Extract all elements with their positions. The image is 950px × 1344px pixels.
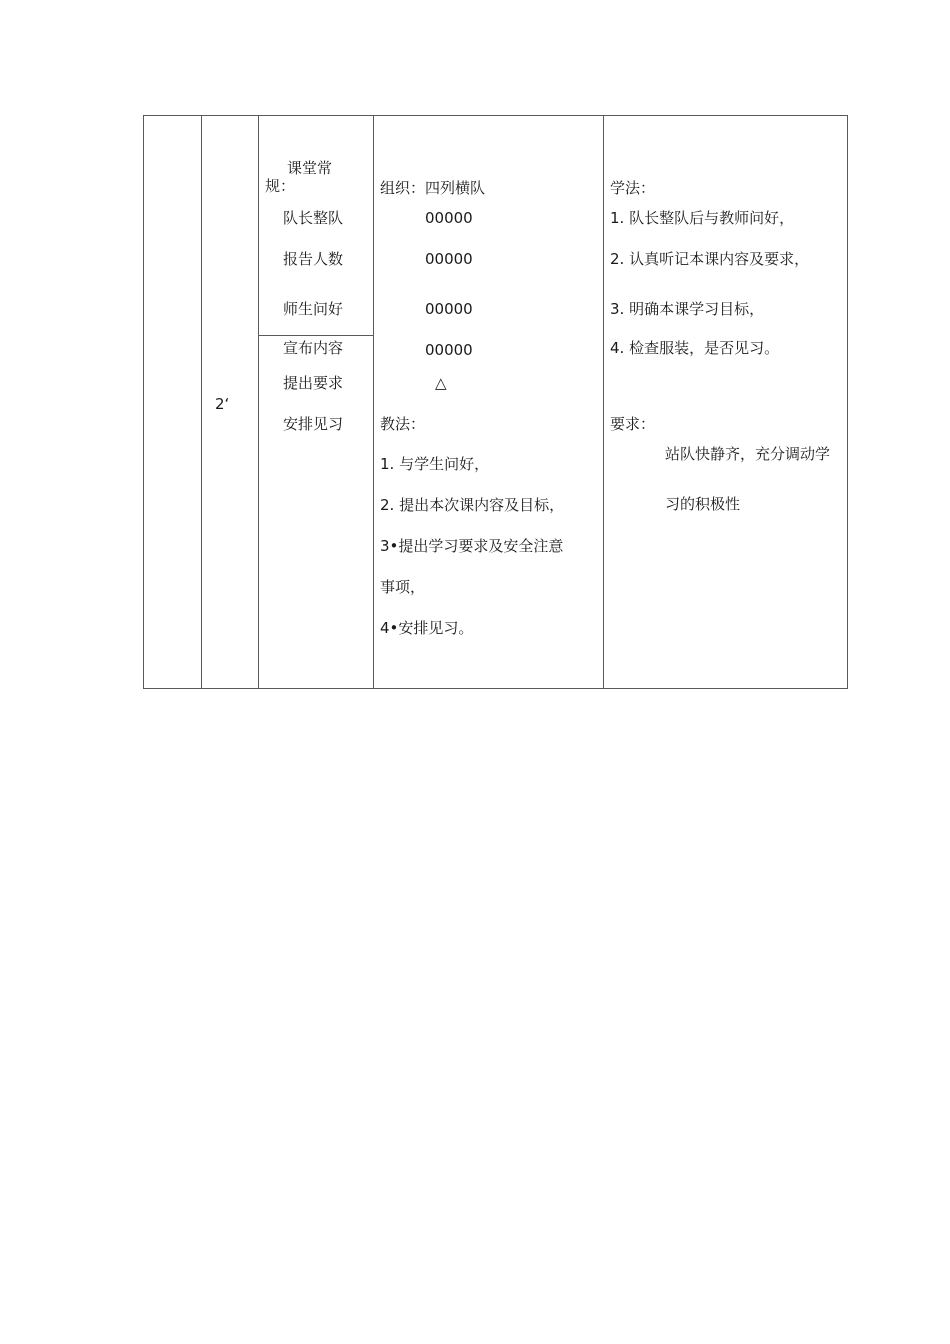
teaching-item: 4•安排见习。 [380, 619, 474, 637]
requirement-line: 习的积极性 [665, 495, 741, 513]
teaching-item: 事项， [380, 578, 426, 596]
formation-row: 00000 [425, 209, 473, 227]
learning-item: 4. 检查服装，是否见习。 [610, 339, 780, 357]
requirement-label: 要求： [610, 415, 656, 433]
routine-item: 安排见习 [283, 415, 344, 433]
formation-row: 00000 [425, 250, 473, 268]
teaching-item: 3•提出学习要求及安全注意 [380, 537, 564, 555]
lesson-plan-table [143, 115, 848, 689]
routine-item: 师生问好 [283, 300, 344, 318]
column-divider [201, 116, 202, 688]
column-divider [258, 116, 259, 688]
organization-label: 组织：四列横队 [380, 179, 486, 197]
learning-item: 1. 队长整队后与教师问好， [610, 209, 795, 227]
formation-row: 00000 [425, 341, 473, 359]
learning-label: 学法： [610, 179, 656, 197]
time-cell: 2‘ [215, 395, 230, 413]
learning-item: 2. 认真听记本课内容及要求， [610, 250, 810, 268]
routine-item: 宣布内容 [283, 339, 344, 357]
learning-item: 3. 明确本课学习目标， [610, 300, 765, 318]
teaching-label: 教法： [380, 415, 426, 433]
routine-item: 队长整队 [283, 209, 344, 227]
routine-item: 报告人数 [283, 250, 344, 268]
teaching-item: 2. 提出本次课内容及目标， [380, 496, 565, 514]
column-divider [373, 116, 374, 688]
teaching-item: 1. 与学生问好， [380, 455, 490, 473]
teacher-position-mark: △ [435, 374, 447, 392]
row-divider [258, 335, 373, 336]
routine-item: 提出要求 [283, 374, 344, 392]
formation-row: 00000 [425, 300, 473, 318]
routine-heading: 课堂常规： [265, 159, 333, 195]
requirement-line: 站队快静齐，充分调动学 [665, 445, 831, 463]
column-divider [603, 116, 604, 688]
